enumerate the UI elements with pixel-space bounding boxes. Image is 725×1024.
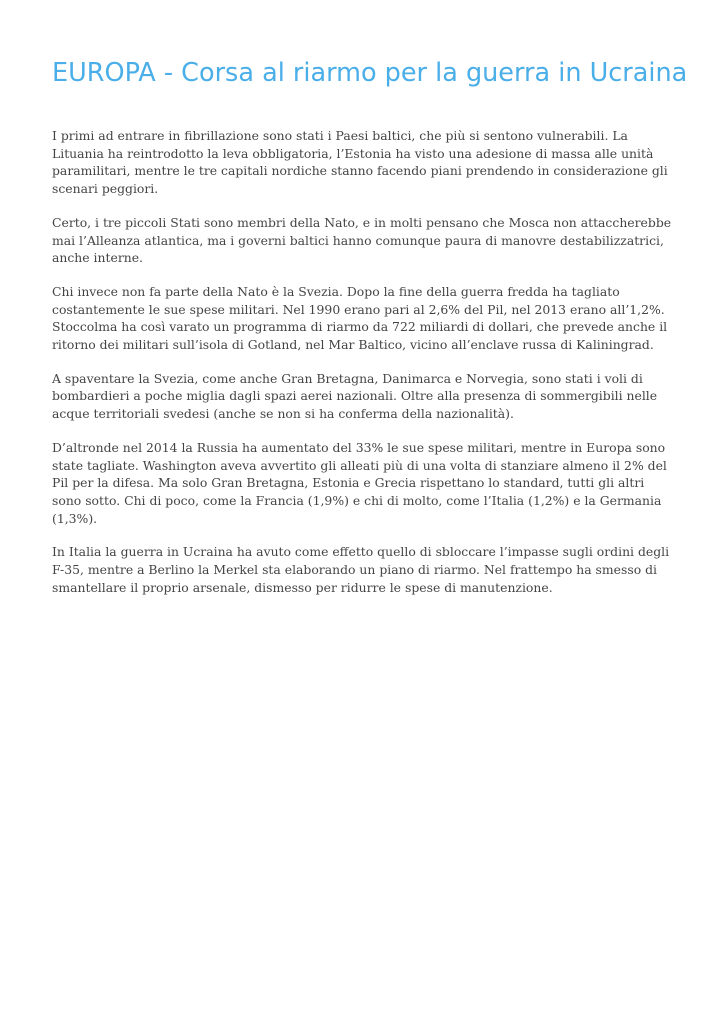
article-paragraph: D’altronde nel 2014 la Russia ha aumentato del 33% le sue spese militari, mentre in Europa sono state tagliate. Washington aveva avvertito gli alleati più di una volta di stanziare almeno il 2% del Pil per la difesa. Ma solo Gran Bretagna, Estonia e Grecia rispettano lo standard, tutti gli altri sono sotto. Chi di poco, come la Francia (1,9%) e chi di molto, come l’Italia (1,2%) e la Germania (1,3%). [52,439,667,526]
article-paragraph: A spaventare la Svezia, come anche Gran Bretagna, Danimarca e Norvegia, sono stati i voli di bombardieri a poche miglia dagli spazi aerei nazionali. Oltre alla presenza di sommergibili nelle acque territoriali svedesi (anche se non si ha conferma della nazionalità). [52,370,658,422]
article-paragraph: In Italia la guerra in Ucraina ha avuto come effetto quello di sbloccare l’impasse sugli ordini degli F-35, mentre a Berlino la Merkel sta elaborando un piano di riarmo. Nel frattempo ha smesso di smantellare il proprio arsenale, dismesso per ridurre le spese di manutenzione. [52,544,670,595]
article-paragraph: Certo, i tre piccoli Stati sono membri della Nato, e in molti pensano che Mosca non attaccherebbe mai l’Alleanza atlantica, ma i governi baltici hanno comunque paura di manovre destabilizzatrici, anche interne. [52,214,672,266]
article [52,0,688,612]
article-paragraph: Chi invece non fa parte della Nato è la Svezia. Dopo la fine della guerra fredda ha tagliato costantemente le sue spese militari. Nel 1990 erano pari al 2,6% del Pil, nel 2013 erano all’1,2%. Stoccolma ha così varato un programma di riarmo da 722 miliardi di dollari, che prevede anche il ritorno dei militari sull’isola di Gotland, nel Mar Baltico, vicino all’enclave russa di Kaliningrad. [52,283,668,353]
article-paragraph: I primi ad entrare in fibrillazione sono stati i Paesi baltici, che più si sentono vulnerabili. La Lituania ha reintrodotto la leva obbligatoria, l’Estonia ha visto una adesione di massa alle unità paramilitari, mentre le tre capitali nordiche stanno facendo piani prendendo in considerazione gli scenari peggiori. [52,128,668,197]
article-title: EUROPA - Corsa al riarmo per la guerra in Ucraina [52,58,688,88]
article-body [52,127,674,596]
